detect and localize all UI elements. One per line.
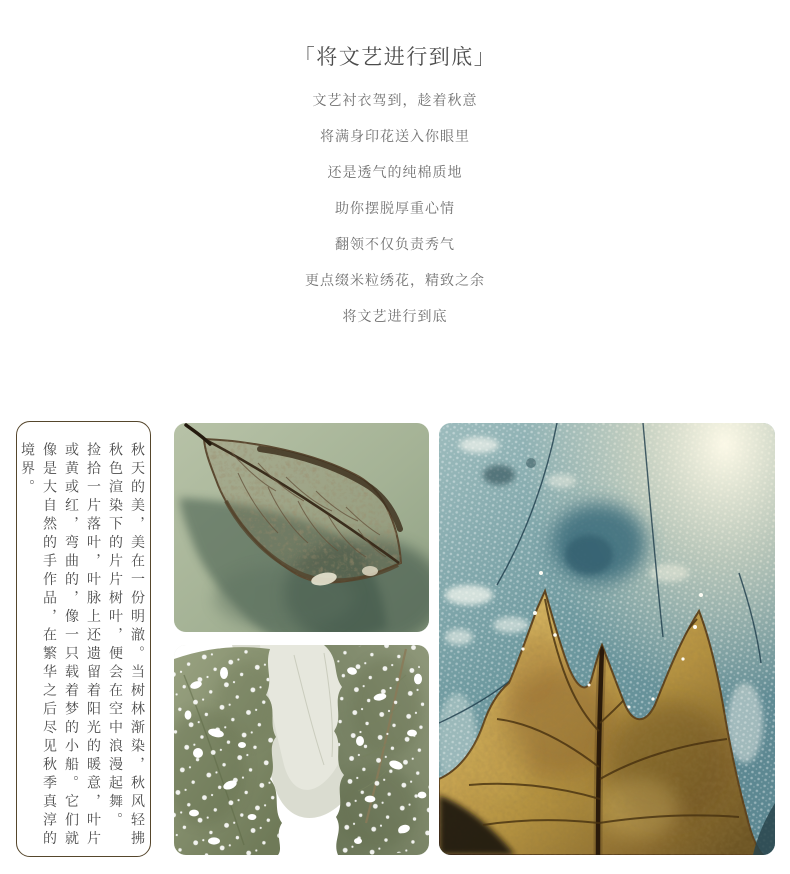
- maple-leaf-photo: [439, 423, 775, 855]
- poem-column: 秋色渲染下的片片树叶，便会在空中浪漫起舞。: [108, 442, 124, 831]
- tagline-line: 将满身印花送入你眼里: [320, 128, 470, 144]
- tagline-line: 文艺衬衣驾到，趁着秋意: [312, 92, 478, 108]
- poem-column: 境界。: [20, 442, 36, 498]
- poem-column: 像是大自然的手作品，在繁华之后尽见秋季真淳的: [42, 442, 58, 849]
- poem-column: 或黄或红，弯曲的，像一只载着梦的小船。它们就: [64, 442, 80, 849]
- tagline-line: 翻领不仅负责秀气: [335, 236, 455, 252]
- tagline-line: 更点缀米粒绣花，精致之余: [305, 272, 485, 288]
- decayed-leaves-photo: [174, 645, 429, 855]
- tagline-line: 还是透气的纯棉质地: [327, 164, 463, 180]
- page-title: 「将文艺进行到底」: [293, 46, 497, 69]
- tagline-block: [0, 93, 790, 345]
- maple-leaf-illustration: [439, 423, 775, 855]
- tagline-line: 助你摆脱厚重心情: [335, 200, 455, 216]
- poem-panel: [16, 421, 151, 857]
- poem-column: 捡拾一片落叶，叶脉上还遗留着阳光的暖意，叶片: [86, 442, 102, 849]
- skeleton-leaf-photo: [174, 423, 429, 632]
- poem-column: 秋天的美，美在一份明澈。当树林渐染，秋风轻拂: [130, 442, 146, 849]
- skeleton-leaf-illustration: [174, 423, 429, 632]
- tagline-line: 将文艺进行到底: [342, 308, 448, 324]
- decayed-leaves-illustration: [174, 645, 429, 855]
